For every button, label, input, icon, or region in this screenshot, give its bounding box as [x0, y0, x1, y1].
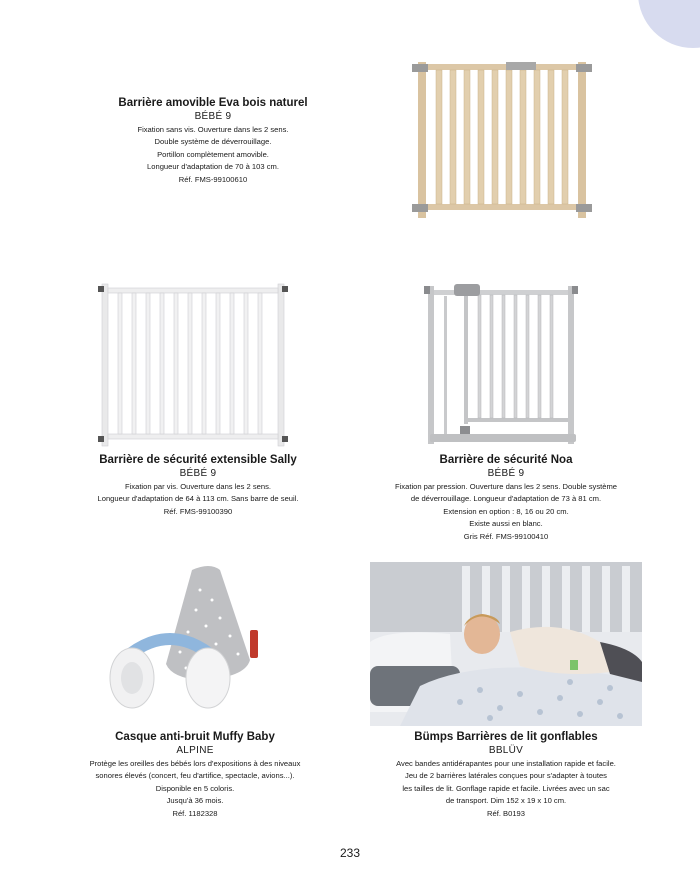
earmuff-image [100, 560, 290, 720]
product-noa [362, 453, 650, 543]
product-eva [86, 96, 340, 186]
description-line: Réf. FMS-99100610 [178, 174, 248, 184]
product-muffy [56, 730, 334, 820]
description-line: Disponible en 5 coloris. [155, 783, 235, 793]
description-line: Avec bandes antidérapantes pour une installation rapide et facile. [396, 759, 616, 768]
description-line: de transport. Dim 152 x 19 x 10 cm. [445, 796, 567, 806]
description-line: sonores élevés (concert, feu d'artifice, spectacle, avions...). [95, 771, 295, 781]
description-line: les tailles de lit. Gonflage rapide et facile. Livrées avec un sac [402, 783, 610, 793]
description-line: Longueur d'adaptation de 70 à 103 cm. [147, 162, 279, 172]
grey-pressure-gate-image [420, 280, 588, 450]
description-line: Jeu de 2 barrières latérales conçues pour s'adapter à toutes [405, 771, 607, 781]
description-line: Longueur d'adaptation de 64 à 113 cm. Sans barre de seuil. [97, 494, 299, 504]
wood-gate-image [408, 58, 604, 224]
page-number: 233 [339, 846, 361, 860]
description-line: Réf. 1182328 [172, 808, 218, 818]
description-line: Gris Réf. FMS-99100410 [463, 531, 549, 541]
product-title: Barrière de sécurité Noa [439, 454, 573, 466]
description-line: de déverrouillage. Longueur d'adaptation de 73 à 81 cm. [410, 494, 602, 504]
product-bumps [362, 730, 650, 820]
description-line: Double système de déverrouillage. [154, 137, 272, 147]
product-brand: BÉBÉ 9 [487, 468, 525, 479]
description-line: Fixation sans vis. Ouverture dans les 2 sens. [137, 125, 289, 134]
product-brand: BÉBÉ 9 [194, 111, 232, 122]
description-line: Fixation par vis. Ouverture dans les 2 sens. [124, 482, 272, 491]
product-brand: ALPINE [176, 745, 214, 756]
description-line: Extension en option : 8, 16 ou 20 cm. [443, 506, 569, 516]
product-description [56, 758, 334, 820]
product-description [86, 124, 340, 186]
description-line: Réf. FMS-99100390 [163, 506, 233, 516]
product-description [362, 758, 650, 820]
description-line: Portillon complètement amovible. [157, 149, 269, 159]
white-extensible-gate-image [96, 280, 294, 450]
product-title: Casque anti-bruit Muffy Baby [115, 731, 275, 743]
description-line: Protège les oreilles des bébés lors d'expositions à des niveaux [89, 759, 301, 768]
description-line: Fixation par pression. Ouverture dans les 2 sens. Double système [394, 482, 617, 491]
bed-rail-photo [370, 562, 642, 726]
product-sally [60, 453, 336, 518]
product-title: Bümps Barrières de lit gonflables [414, 731, 598, 743]
product-brand: BBLÜV [488, 745, 524, 756]
product-title: Barrière de sécurité extensible Sally [99, 454, 297, 466]
product-brand: BÉBÉ 9 [179, 468, 217, 479]
description-line: Jusqu'à 36 mois. [166, 796, 224, 806]
product-description [362, 481, 650, 543]
corner-decoration [638, 0, 700, 48]
description-line: Existe aussi en blanc. [469, 519, 543, 529]
product-description [60, 481, 336, 518]
product-title: Barrière amovible Eva bois naturel [118, 97, 308, 109]
description-line: Réf. B0193 [487, 808, 525, 818]
